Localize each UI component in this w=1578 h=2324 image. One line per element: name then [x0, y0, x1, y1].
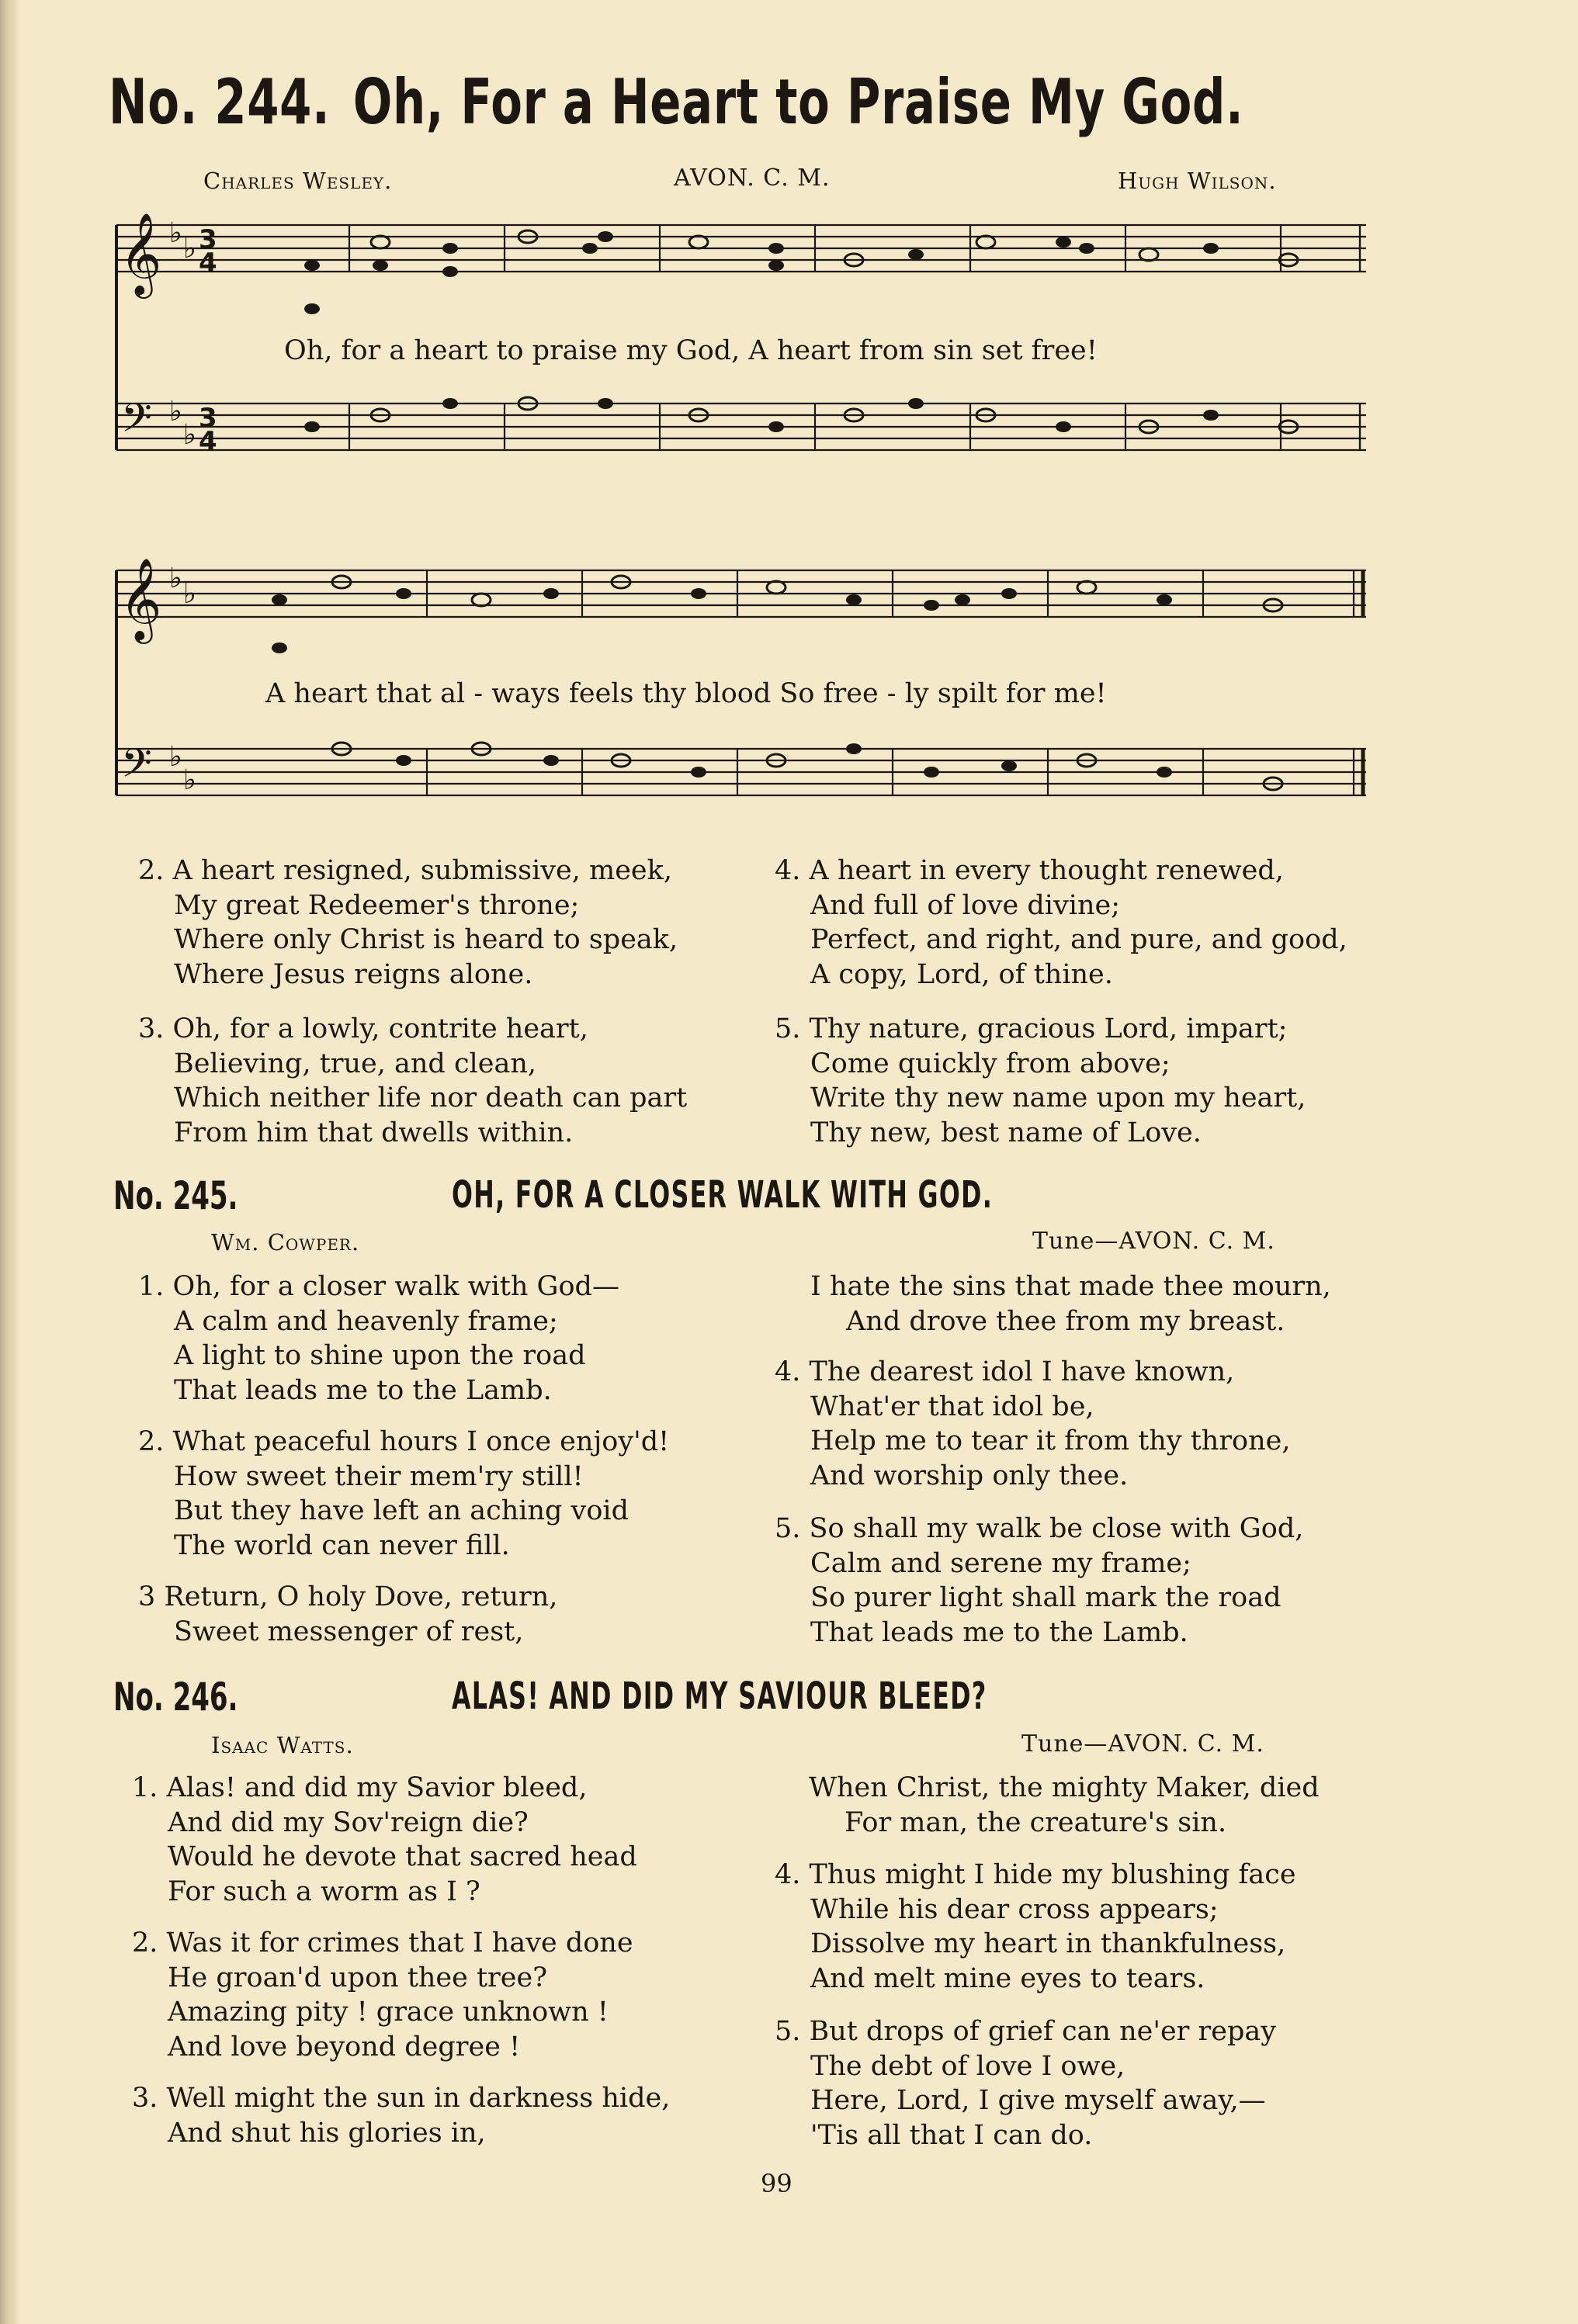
stanza-line: Help me to tear it from thy throne, — [810, 1425, 1291, 1456]
stanza-line: 5. But drops of grief can ne'er repay — [775, 2016, 1277, 2047]
svg-text:3: 3 — [199, 403, 217, 434]
stanza-line: 2. Was it for crimes that I have done — [132, 1927, 633, 1959]
stanza-line: A calm and heavenly frame; — [174, 1305, 558, 1337]
stanza-line: And drove thee from my breast. — [846, 1305, 1285, 1337]
stanza-line: The debt of love I owe, — [810, 2050, 1125, 2082]
svg-text:♭: ♭ — [183, 233, 196, 265]
stanza-line: I hate the sins that made thee mourn, — [810, 1271, 1331, 1302]
stanza-line: When Christ, the mighty Maker, died — [809, 1772, 1320, 1803]
stanza-line: 3. Oh, for a lowly, contrite heart, — [138, 1013, 588, 1044]
book-binding-edge — [0, 0, 19, 2324]
stanza-line: So purer light shall mark the road — [810, 1582, 1281, 1613]
time-signature — [199, 224, 217, 457]
svg-text:♭: ♭ — [169, 396, 182, 428]
stanza-line: Where Jesus reigns alone. — [174, 958, 533, 990]
svg-text:♭: ♭ — [169, 217, 182, 249]
stanza-line: Dissolve my heart in thankfulness, — [810, 1928, 1286, 1959]
hymn-244-heading — [109, 66, 1244, 138]
hymn-245-tune: Tune—AVON. C. M. — [1032, 1228, 1275, 1255]
stanza-line: 'Tis all that I can do. — [810, 2119, 1093, 2151]
hymn-244-stanza-3 — [138, 1012, 687, 1150]
stanza-line: Thy new, best name of Love. — [810, 1117, 1202, 1148]
hymn-246-tune: Tune—AVON. C. M. — [1021, 1730, 1264, 1758]
stanza-line: But they have left an aching void — [174, 1495, 629, 1526]
stanza-line: Write thy new name upon my heart, — [810, 1082, 1306, 1114]
stanza-line: The world can never fill. — [174, 1529, 510, 1561]
svg-text:♭: ♭ — [183, 764, 196, 796]
notes-system-1 — [304, 230, 1298, 433]
hymn-246-author: Isaac Watts. — [211, 1732, 354, 1758]
stanza-line: What'er that idol be, — [810, 1391, 1094, 1422]
stanza-line: 2. A heart resigned, submissive, meek, — [138, 855, 672, 886]
stanza-line: 3. Well might the sun in darkness hide, — [132, 2083, 671, 2114]
stanza-line: My great Redeemer's throne; — [174, 889, 580, 921]
treble-staff-2 — [116, 570, 1366, 617]
hymn-244-stanza-2 — [138, 854, 678, 992]
hymn-246-stanza-3-continued — [809, 1771, 1320, 1840]
stanza-line: A copy, Lord, of thine. — [810, 958, 1113, 990]
treble-clef-icon-2: 𝄞 — [120, 557, 162, 640]
hymn-246-number: No. 246. — [113, 1675, 238, 1720]
svg-text:3: 3 — [199, 224, 217, 255]
bass-staff-1 — [116, 403, 1366, 450]
hymn-245-stanza-4 — [775, 1355, 1291, 1493]
hymn-245-stanza-1 — [138, 1269, 619, 1408]
hymn-244-stanza-5 — [775, 1012, 1306, 1150]
treble-clef-icon: 𝄞 — [120, 212, 162, 295]
svg-text:♭: ♭ — [169, 741, 182, 773]
stanza-line: 4. The dearest idol I have known, — [775, 1356, 1235, 1387]
page-number: 99 — [761, 2169, 792, 2198]
hymn-245-stanza-5 — [775, 1512, 1303, 1650]
hymn-244-title: Oh, For a Heart to Praise My God. — [352, 66, 1244, 138]
stanza-line: Would he devote that sacred head — [168, 1841, 637, 1872]
stanza-line: 1. Alas! and did my Savior bleed, — [132, 1772, 588, 1803]
stanza-line: And melt mine eyes to tears. — [810, 1962, 1205, 1994]
stanza-line: 4. A heart in every thought renewed, — [775, 855, 1284, 886]
treble-staff-1 — [116, 225, 1366, 272]
hymn-245-number: No. 245. — [113, 1173, 238, 1218]
stanza-line: 5. So shall my walk be close with God, — [775, 1513, 1304, 1544]
stanza-line: 5. Thy nature, gracious Lord, impart; — [775, 1013, 1288, 1044]
stanza-line: Here, Lord, I give myself away,— — [810, 2085, 1266, 2116]
stanza-line: He groan'd upon thee tree? — [168, 1962, 547, 1993]
bass-clef-icon: 𝄢 — [121, 394, 152, 451]
svg-text:4: 4 — [199, 248, 217, 279]
hymn-245-stanza-2 — [138, 1425, 669, 1563]
svg-text:♭: ♭ — [183, 578, 196, 610]
stanza-line: Calm and serene my frame; — [810, 1547, 1191, 1579]
stanza-line: For such a worm as I ? — [168, 1875, 480, 1907]
stanza-line: Believing, true, and clean, — [174, 1048, 536, 1079]
hymn-245-title: OH, FOR A CLOSER WALK WITH GOD. — [452, 1173, 994, 1217]
stanza-line: That leads me to the Lamb. — [810, 1616, 1188, 1648]
hymn-244-lyric-line-2: A heart that al - ways feels thy blood So free - ly spilt for me! — [265, 678, 1107, 709]
svg-text:4: 4 — [199, 426, 217, 457]
hymn-244-number: No. 244. — [109, 66, 331, 138]
bass-staff-2 — [116, 749, 1366, 795]
stanza-line: Come quickly from above; — [810, 1048, 1170, 1079]
stanza-line: For man, the creature's sin. — [844, 1806, 1227, 1838]
stanza-line: Where only Christ is heard to speak, — [174, 924, 678, 955]
bass-clef-icon-2: 𝄢 — [121, 739, 152, 796]
stanza-line: And did my Sov'reign die? — [168, 1806, 529, 1838]
hymn-244-lyric-line-1: Oh, for a heart to praise my God, A heart from sin set free! — [284, 335, 1098, 366]
hymn-246-stanza-5 — [775, 2014, 1276, 2153]
hymn-244-stanza-4 — [775, 854, 1347, 992]
stanza-line: From him that dwells within. — [174, 1117, 574, 1148]
hymn-246-stanza-3 — [132, 2081, 670, 2150]
stanza-line: Sweet messenger of rest, — [174, 1616, 524, 1647]
hymn-246-stanza-1 — [132, 1771, 637, 1909]
hymn-245-stanza-3 — [138, 1580, 557, 1649]
stanza-line: 4. Thus might I hide my blushing face — [775, 1859, 1296, 1890]
stanza-line: 2. What peaceful hours I once enjoy'd! — [138, 1426, 670, 1457]
stanza-line: 1. Oh, for a closer walk with God— — [138, 1271, 619, 1302]
svg-text:♭: ♭ — [169, 563, 182, 594]
stanza-line: And worship only thee. — [810, 1460, 1129, 1491]
stanza-line: And shut his glories in, — [168, 2117, 486, 2149]
svg-text:♭: ♭ — [183, 419, 196, 451]
hymn-245-stanza-3-continued — [810, 1269, 1331, 1339]
stanza-line: And full of love divine; — [810, 889, 1120, 921]
hymn-246-title: ALAS! AND DID MY SAVIOUR BLEED? — [452, 1675, 987, 1718]
stanza-line: While his dear cross appears; — [810, 1893, 1219, 1925]
hymn-244-author: Charles Wesley. — [203, 168, 393, 194]
hymn-244-composer: Hugh Wilson. — [1118, 168, 1277, 194]
stanza-line: That leads me to the Lamb. — [174, 1374, 552, 1406]
hymn-246-stanza-2 — [132, 1926, 633, 2064]
hymn-245-author: Wm. Cowper. — [211, 1229, 360, 1256]
hymn-246-stanza-4 — [775, 1858, 1296, 1996]
stanza-line: And love beyond degree ! — [168, 2031, 521, 2063]
stanza-line: How sweet their mem'ry still! — [174, 1460, 584, 1492]
stanza-line: Perfect, and right, and pure, and good, — [810, 924, 1347, 955]
stanza-line: A light to shine upon the road — [174, 1340, 586, 1371]
hymn-244-tune: AVON. C. M. — [674, 165, 831, 192]
stanza-line: Which neither life nor death can part — [174, 1082, 688, 1114]
stanza-line: 3 Return, O holy Dove, return, — [138, 1581, 558, 1612]
stanza-line: Amazing pity ! grace unknown ! — [168, 1997, 609, 2028]
